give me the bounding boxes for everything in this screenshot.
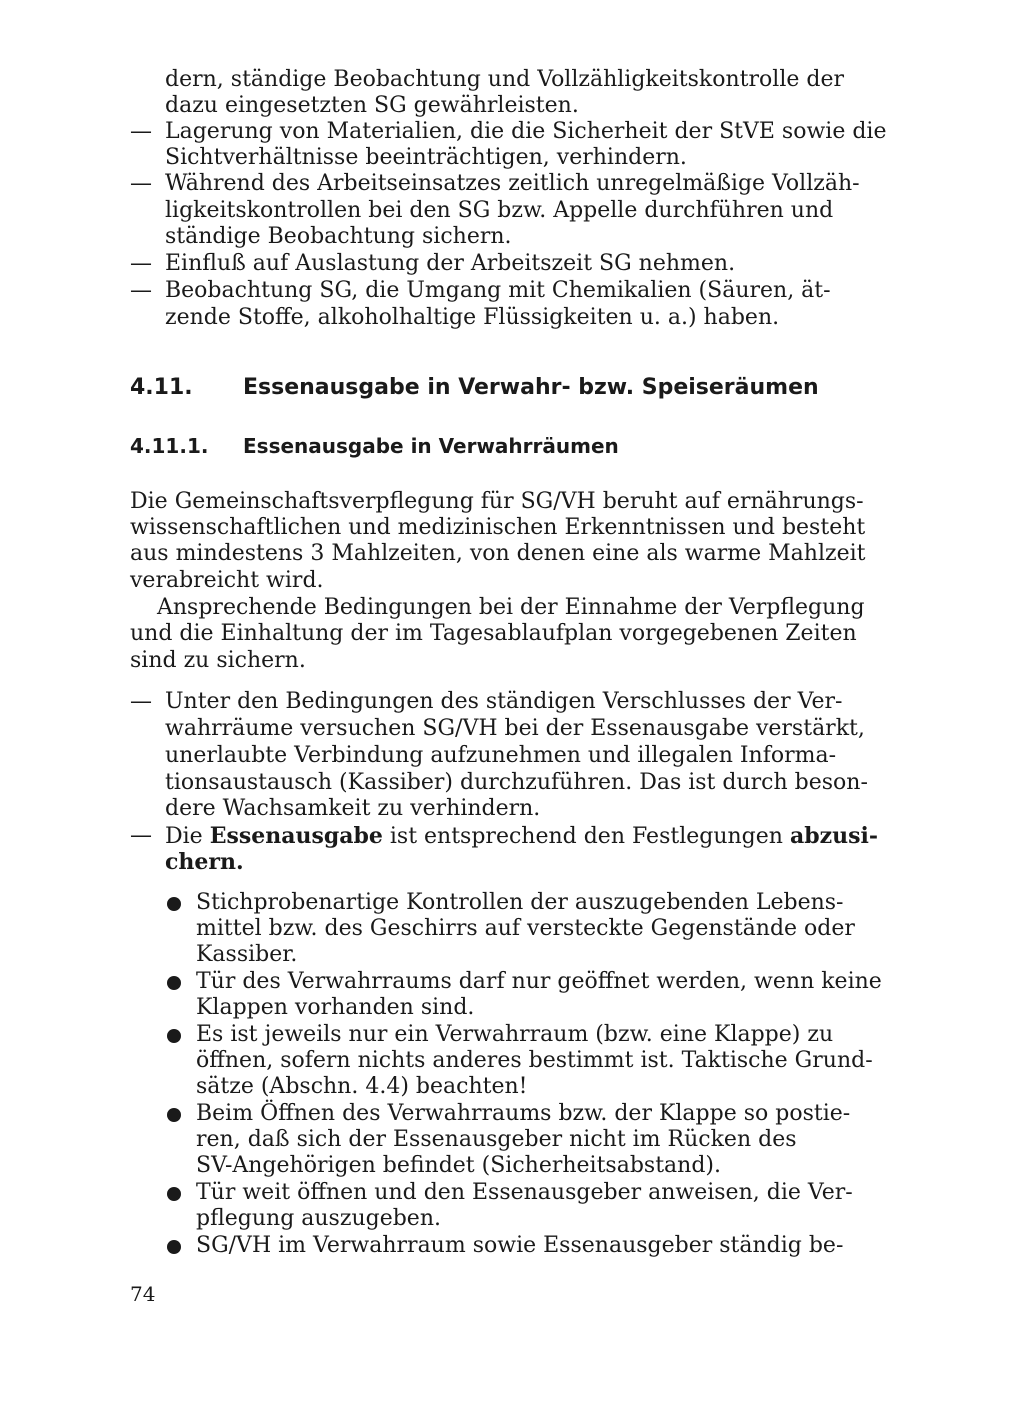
list-item-text: Einfluß auf Auslastung der Arbeitszeit SG nehmen.	[165, 251, 736, 276]
list-item	[0, 688, 1024, 716]
text-line	[0, 848, 1024, 876]
paragraph-text: sind zu sichern.	[130, 648, 306, 673]
text-line	[0, 1047, 1024, 1075]
list-item	[0, 118, 1024, 146]
text-line	[0, 994, 1024, 1022]
list-item-text: Unter den Bedingungen des ständigen Verschlusses der Ver-	[165, 689, 843, 714]
text-line	[0, 144, 1024, 172]
text-line	[0, 92, 1024, 120]
dash-marker: —	[130, 823, 152, 848]
bold-term: abzusi-	[789, 823, 878, 849]
text-line	[0, 1073, 1024, 1101]
bullet-text: öffnen, sofern nichts anderes bestimmt ist. Taktische Grund-	[196, 1048, 873, 1073]
bullet-text: mittel bzw. des Geschirrs auf versteckte Gegenstände oder	[196, 916, 855, 941]
list-item-text: Lagerung von Materialien, die die Sicherheit der StVE sowie die	[165, 119, 887, 144]
bullet-text: Stichprobenartige Kontrollen der auszugebenden Lebens-	[196, 890, 844, 915]
paragraph-text: aus mindestens 3 Mahlzeiten, von denen eine als warme Mahlzeit	[130, 541, 866, 566]
bullet-dot-icon	[167, 897, 181, 911]
bullet-text: SG/VH im Verwahrraum sowie Essenausgeber ständig be-	[196, 1233, 844, 1258]
bullet-text: Tür weit öffnen und den Essenausgeber anweisen, die Ver-	[196, 1180, 853, 1205]
bullet-text: pflegung auszugeben.	[196, 1206, 441, 1231]
subsection-title: Essenausgabe in Verwahrräumen	[243, 434, 619, 458]
list-item	[0, 250, 1024, 278]
paragraph-line	[0, 514, 1024, 542]
bullet-item	[0, 1232, 1024, 1260]
bold-term: chern.	[165, 849, 244, 875]
list-item-text: Sichtverhältnisse beeinträchtigen, verhindern.	[165, 145, 687, 170]
bullet-item	[0, 889, 1024, 917]
list-item-text	[165, 848, 244, 877]
list-item-text: Beobachtung SG, die Umgang mit Chemikalien (Säuren, ät-	[165, 278, 831, 303]
text-line	[0, 915, 1024, 943]
subsection-heading	[0, 432, 1024, 460]
paragraph-text: und die Einhaltung der im Tagesablaufplan vorgegebenen Zeiten	[130, 621, 857, 646]
bullet-text: sätze (Abschn. 4.4) beachten!	[196, 1074, 528, 1099]
text-line	[0, 1205, 1024, 1233]
bullet-text: Es ist jeweils nur ein Verwahrraum (bzw. eine Klappe) zu	[196, 1022, 834, 1047]
list-item-text: unerlaubte Verbindung aufzunehmen und illegalen Informa-	[165, 743, 837, 768]
list-item-text: ständige Beobachtung sichern.	[165, 224, 512, 249]
list-item-text: wahrräume versuchen SG/VH bei der Essenausgabe verstärkt,	[165, 716, 865, 741]
text-line	[0, 1152, 1024, 1180]
text-run: ist entsprechend den Festlegungen	[382, 824, 790, 849]
list-item-text: ligkeitskontrollen bei den SG bzw. Appelle durchführen und	[165, 198, 834, 223]
bullet-text: Tür des Verwahrraums darf nur geöffnet werden, wenn keine	[196, 969, 882, 994]
paragraph-line	[0, 540, 1024, 568]
text-line	[0, 715, 1024, 743]
list-item-text: Während des Arbeitseinsatzes zeitlich unregelmäßige Vollzäh-	[165, 171, 860, 196]
paragraph-text: Die Gemeinschaftsverpflegung für SG/VH beruht auf ernährungs-	[130, 489, 864, 514]
section-number: 4.11.	[130, 375, 193, 400]
paragraph-line	[0, 488, 1024, 516]
list-item	[0, 822, 1024, 850]
bullet-item	[0, 1179, 1024, 1207]
paragraph-line	[0, 567, 1024, 595]
bullet-text: Kassiber.	[196, 942, 298, 967]
page-number: 74	[130, 1282, 156, 1306]
bullet-text: ren, daß sich der Essenausgeber nicht im Rücken des	[196, 1127, 797, 1152]
text-line	[0, 66, 1024, 94]
dash-marker: —	[130, 119, 152, 144]
text-line	[0, 304, 1024, 332]
list-item-text: tionsaustausch (Kassiber) durchzuführen. Das ist durch beson-	[165, 770, 868, 795]
bullet-item	[0, 1100, 1024, 1128]
text-line	[0, 1126, 1024, 1154]
text-line-content: dazu eingesetzten SG gewährleisten.	[165, 93, 579, 118]
paragraph-text: Ansprechende Bedingungen bei der Einnahme der Verpflegung	[157, 595, 865, 620]
paragraph-text: wissenschaftlichen und medizinischen Erkenntnissen und besteht	[130, 515, 866, 540]
section-heading	[0, 373, 1024, 403]
text-line	[0, 941, 1024, 969]
text-line-content: dern, ständige Beobachtung und Vollzähligkeitskontrolle der	[165, 67, 844, 92]
bold-term: Essenausgabe	[209, 823, 383, 849]
list-item	[0, 170, 1024, 198]
dash-marker: —	[130, 251, 152, 276]
text-line	[0, 223, 1024, 251]
list-item-text: dere Wachsamkeit zu verhindern.	[165, 796, 541, 821]
text-run: Die	[165, 824, 210, 849]
bullet-dot-icon	[167, 1029, 181, 1043]
list-item-text	[165, 822, 878, 851]
bullet-item	[0, 1021, 1024, 1049]
dash-marker: —	[130, 171, 152, 196]
paragraph-line	[0, 594, 1024, 622]
bullet-dot-icon	[167, 1108, 181, 1122]
subsection-number: 4.11.1.	[130, 434, 209, 458]
bullet-text: SV-Angehörigen befindet (Sicherheitsabstand).	[196, 1153, 721, 1178]
list-item	[0, 277, 1024, 305]
paragraph-line	[0, 647, 1024, 675]
text-line	[0, 769, 1024, 797]
section-title: Essenausgabe in Verwahr- bzw. Speiseräumen	[243, 375, 819, 400]
text-line	[0, 742, 1024, 770]
bullet-dot-icon	[167, 1240, 181, 1254]
bullet-dot-icon	[167, 976, 181, 990]
bullet-text: Klappen vorhanden sind.	[196, 995, 475, 1020]
text-line	[0, 197, 1024, 225]
dash-marker: —	[130, 278, 152, 303]
text-line	[0, 795, 1024, 823]
paragraph-text: verabreicht wird.	[130, 568, 324, 593]
list-item-text: zende Stoffe, alkoholhaltige Flüssigkeiten u. a.) haben.	[165, 305, 780, 330]
dash-marker: —	[130, 689, 152, 714]
paragraph-line	[0, 620, 1024, 648]
bullet-dot-icon	[167, 1187, 181, 1201]
bullet-item	[0, 968, 1024, 996]
bullet-text: Beim Öffnen des Verwahrraums bzw. der Klappe so postie-	[196, 1101, 851, 1126]
